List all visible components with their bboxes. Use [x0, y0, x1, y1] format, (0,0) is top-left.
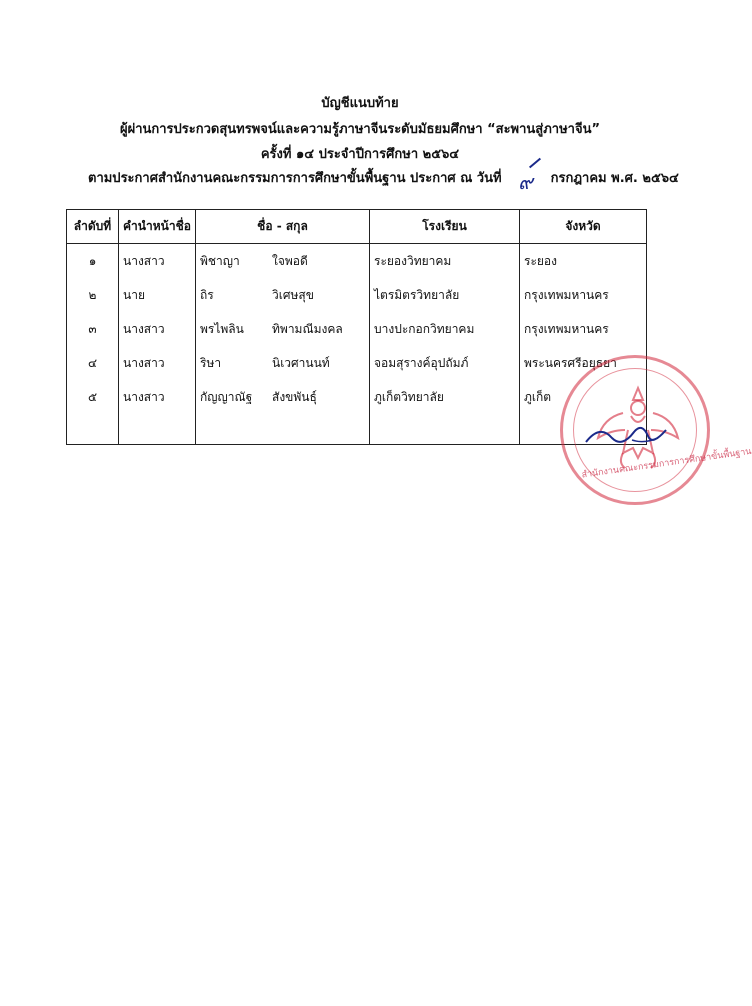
row-order: ๕ [67, 380, 119, 414]
header-province: จังหวัด [520, 210, 647, 244]
header-school: โรงเรียน [370, 210, 520, 244]
row-order: ๑ [67, 244, 119, 279]
row-last-name: ทิพามณีมงคล [272, 321, 343, 336]
row-name [196, 244, 370, 279]
announcement-suffix: กรกฎาคม พ.ศ. ๒๕๖๔ [550, 171, 679, 186]
row-province: ภูเก็ต [520, 380, 647, 414]
header-name: ชื่อ - สกุล [196, 210, 370, 244]
row-name [196, 278, 370, 312]
row-order: ๔ [67, 346, 119, 380]
row-name [196, 380, 370, 414]
table-header-row [67, 210, 647, 244]
document-title: บัญชีแนบท้าย [321, 96, 399, 111]
announcement-line [88, 167, 679, 194]
row-school: จอมสุรางค์อุปถัมภ์ [370, 346, 520, 380]
row-school: ไตรมิตรวิทยาลัย [370, 278, 520, 312]
announcement-day-handwritten: ๙ [518, 170, 533, 194]
row-first-name: พรไพลิน [200, 321, 244, 336]
row-order: ๓ [67, 312, 119, 346]
empty-cell [370, 414, 520, 445]
row-first-name: กัญญาณัฐ [200, 389, 253, 404]
row-province: กรุงเทพมหานคร [520, 278, 647, 312]
table-row [67, 380, 647, 414]
row-prefix: นางสาว [119, 346, 196, 380]
row-province: พระนครศรีอยุธยา [520, 346, 647, 380]
row-prefix: นางสาว [119, 312, 196, 346]
row-prefix: นางสาว [119, 244, 196, 279]
row-name [196, 312, 370, 346]
header-prefix: คำนำหน้าชื่อ [119, 210, 196, 244]
row-first-name: ถิร [200, 287, 214, 302]
row-last-name: นิเวศานนท์ [272, 355, 330, 370]
row-province: ระยอง [520, 244, 647, 279]
row-school: ระยองวิทยาคม [370, 244, 520, 279]
header-order: ลำดับที่ [67, 210, 119, 244]
row-last-name: ใจพอดี [272, 253, 308, 268]
document-subtitle: ผู้ผ่านการประกวดสุนทรพจน์และความรู้ภาษาจีนระดับมัธยมศึกษา “สะพานสู่ภาษาจีน” [119, 122, 601, 137]
row-last-name: วิเศษสุข [272, 287, 314, 302]
row-school: บางปะกอกวิทยาคม [370, 312, 520, 346]
document-round: ครั้งที่ ๑๔ ประจำปีการศึกษา ๒๕๖๔ [260, 147, 460, 162]
row-province: กรุงเทพมหานคร [520, 312, 647, 346]
row-prefix: นาย [119, 278, 196, 312]
table-row [67, 244, 647, 279]
seal-text: สำนักงานคณะกรรมการการศึกษาขั้นพื้นฐาน [580, 446, 752, 481]
empty-cell [67, 414, 119, 445]
announcement-prefix: ตามประกาศสำนักงานคณะกรรมการการศึกษาขั้นพื้นฐาน ประกาศ ณ วันที่ [88, 171, 502, 186]
row-first-name: ริษา [200, 355, 222, 370]
participants-table [66, 209, 647, 445]
row-order: ๒ [67, 278, 119, 312]
empty-cell [196, 414, 370, 445]
row-last-name: สังขพันธุ์ [272, 389, 317, 404]
signature [582, 420, 672, 450]
row-prefix: นางสาว [119, 380, 196, 414]
table-row [67, 312, 647, 346]
row-school: ภูเก็ตวิทยาลัย [370, 380, 520, 414]
table-row [67, 346, 647, 380]
table-row [67, 278, 647, 312]
row-first-name: พิชาญา [200, 253, 240, 268]
row-name [196, 346, 370, 380]
empty-cell [119, 414, 196, 445]
